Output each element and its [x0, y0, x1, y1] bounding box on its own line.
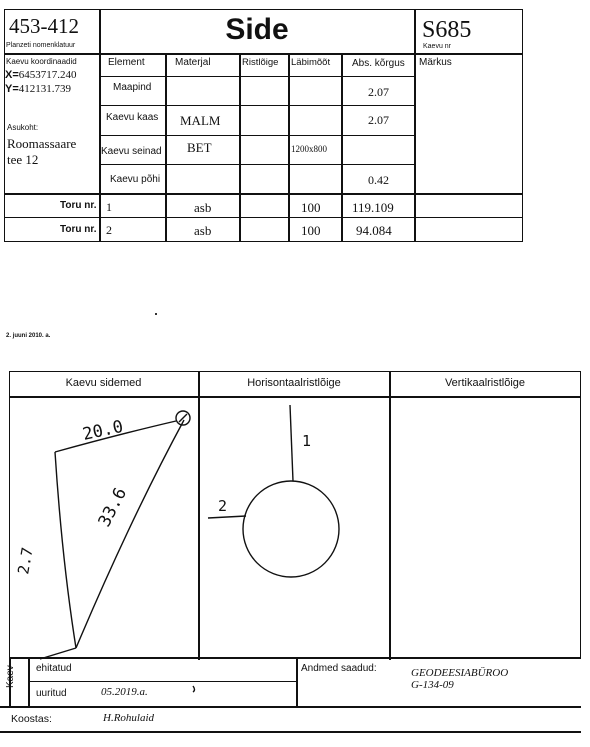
data-source-label: Andmed saadud:: [301, 663, 377, 674]
document-date: 2. juuni 2010. a.: [6, 333, 51, 339]
pipe-diameter: 100: [301, 223, 321, 238]
col-header-diameter: Läbimõõt: [291, 57, 331, 68]
pipe-number: 2: [106, 223, 112, 237]
sketch-header-ties: Kaevu sidemed: [65, 377, 142, 389]
coords-label: Kaevu koordinaadid: [6, 57, 77, 66]
page-title: Side: [225, 13, 289, 46]
pipe2-line: [208, 516, 246, 518]
pipe-diameter: 100: [301, 200, 321, 215]
tie-line-left: [55, 452, 76, 648]
pipe-material: asb: [194, 223, 212, 238]
coord-x-label: X=: [5, 69, 19, 81]
col-header-element: Element: [108, 57, 145, 68]
well-circle: [243, 481, 339, 577]
pipe1-label: 1: [302, 432, 312, 450]
compiled-label: Koostas:: [11, 713, 52, 725]
row-elevation: 0.42: [368, 173, 389, 187]
coord-y-value: 412131.739: [18, 83, 72, 95]
measured-label: uuritud: [36, 688, 67, 699]
coord-x-value: 6453717.240: [18, 69, 77, 81]
pipe1-line: [290, 405, 293, 481]
col-header-notes: Märkus: [419, 57, 452, 68]
pipe-elevation: 94.084: [356, 223, 392, 238]
row-element: Kaevu põhi: [110, 174, 161, 185]
location-label: Asukoht:: [7, 123, 39, 132]
coord-y-label: Y=: [5, 83, 19, 95]
well-id-label: Kaevu nr: [423, 43, 452, 50]
kaev-label: Kaev: [5, 665, 16, 688]
row-element: Maapind: [113, 82, 152, 93]
pipe-material: asb: [194, 200, 212, 215]
nomenclature-label: Planzeti nomenklatuur: [6, 42, 76, 49]
sketch-header-horizontal: Horisontaalristlõige: [247, 377, 341, 389]
col-header-elevation: Abs. kõrgus: [352, 58, 405, 69]
sketch-header-vertical: Vertikaalristlõige: [444, 377, 526, 389]
compiled-value: H.Rohulaid: [103, 712, 155, 724]
row-element: Kaevu seinad: [101, 146, 162, 157]
built-label: ehitatud: [36, 663, 72, 674]
data-source-org: GEODEESIABÜROO: [411, 667, 509, 679]
pipe-number: 1: [106, 200, 112, 214]
location-line2: tee 12: [7, 152, 39, 167]
row-material: BET: [187, 140, 212, 155]
pipe2-label: 2: [218, 497, 228, 515]
row-diameter: 1200x800: [291, 144, 327, 154]
col-header-section: Ristlõige: [242, 57, 279, 68]
pipe-label: Toru nr.: [60, 200, 97, 211]
row-elevation: 2.07: [368, 85, 389, 99]
col-header-material: Materjal: [175, 57, 211, 68]
pipe-elevation: 119.109: [352, 200, 394, 215]
dim-diag: 33.6: [94, 484, 132, 531]
row-element: Kaevu kaas: [106, 112, 159, 123]
data-source-code: G-134-09: [411, 679, 454, 691]
row-material: MALM: [180, 113, 221, 128]
nomenclature-value: 453-412: [9, 14, 79, 38]
well-id: S685: [422, 17, 472, 43]
row-elevation: 2.07: [368, 113, 389, 127]
dim-left: 2.7: [14, 545, 37, 576]
tie-line-diagonal: [76, 420, 184, 648]
dim-top: 20.0: [80, 416, 126, 445]
measured-value: 05.2019.a.: [101, 686, 148, 698]
location-line1: Roomassaare: [7, 136, 77, 151]
pipe-label: Toru nr.: [60, 224, 97, 235]
